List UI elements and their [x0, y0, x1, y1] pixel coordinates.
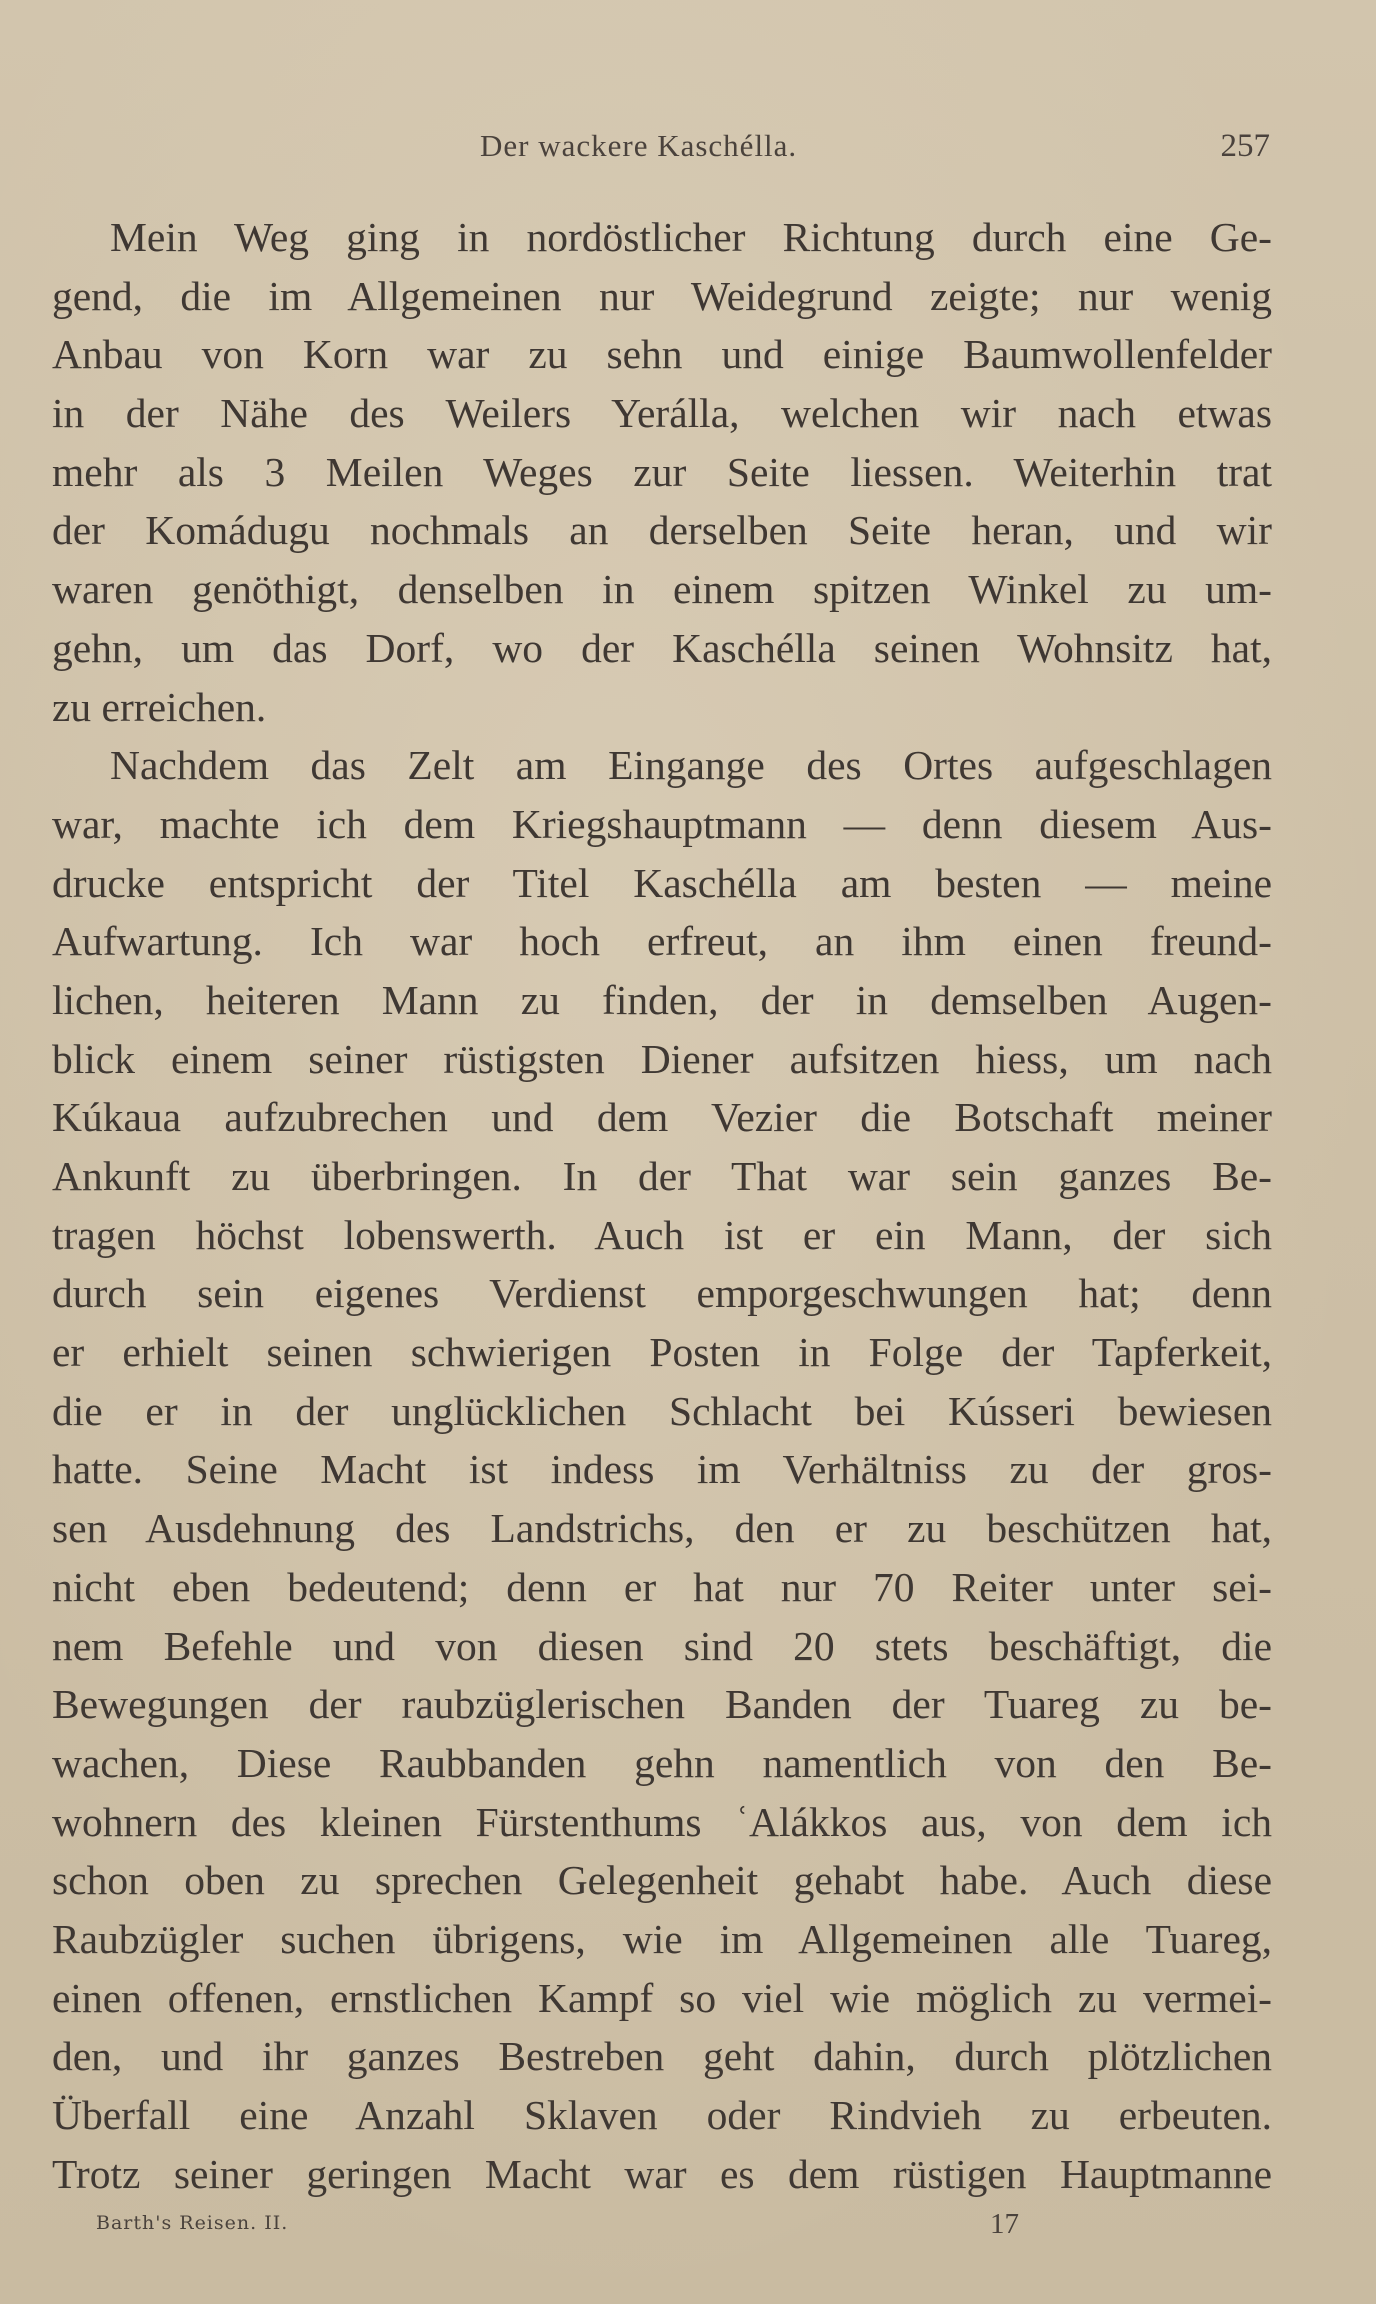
text-line: tragen höchst lobenswerth. Auch ist er ein Mann, der sich [52, 1211, 1272, 1258]
text-line: der Komádugu nochmals an derselben Seite heran, und wir [52, 507, 1272, 554]
signature-number: 17 [990, 2208, 1019, 2240]
text-line: Kúkaua aufzubrechen und dem Vezier die Botschaft meiner [52, 1094, 1272, 1141]
text-line: Bewegungen der raubzüglerischen Banden der Tuareg zu be- [52, 1681, 1272, 1728]
printer-signature: Barth's Reisen. II. [96, 2212, 289, 2234]
page-header [60, 128, 1270, 178]
text-line: gend, die im Allgemeinen nur Weidegrund zeigte; nur wenig [52, 272, 1272, 319]
text-line: Aufwartung. Ich war hoch erfreut, an ihm einen freund- [52, 918, 1272, 965]
text-line: Mein Weg ging in nordöstlicher Richtung durch eine Ge- [110, 214, 1272, 260]
text-line: sen Ausdehnung des Landstrichs, den er zu beschützen hat, [52, 1505, 1272, 1552]
text-line: den, und ihr ganzes Bestreben geht dahin, durch plötzlichen [52, 2033, 1272, 2080]
text-line: wachen, Diese Raubbanden gehn namentlich von den Be- [52, 1739, 1272, 1786]
text-line: lichen, heiteren Mann zu finden, der in demselben Augen- [52, 976, 1272, 1023]
text-line: er erhielt seinen schwierigen Posten in Folge der Tapferkeit, [52, 1329, 1272, 1376]
text-line: drucke entspricht der Titel Kaschélla am besten — meine [52, 859, 1272, 906]
running-title: Der wackere Kaschélla. [480, 128, 798, 163]
body-text [52, 208, 1272, 2203]
text-line: Raubzügler suchen übrigens, wie im Allgemeinen alle Tuareg, [52, 1915, 1272, 1962]
text-line: schon oben zu sprechen Gelegenheit gehabt habe. Auch diese [52, 1857, 1272, 1904]
text-line: zu erreichen. [52, 683, 267, 730]
text-line: Nachdem das Zelt am Eingange des Ortes aufgeschlagen [110, 742, 1272, 789]
text-line: nem Befehle und von diesen sind 20 stets beschäftigt, die [52, 1622, 1272, 1669]
page-footer [96, 2208, 1276, 2248]
text-line: Trotz seiner geringen Macht war es dem rüstigen Hauptmanne [52, 2150, 1272, 2197]
text-line: waren genöthigt, denselben in einem spitzen Winkel zu um- [52, 566, 1272, 613]
text-line: Anbau von Korn war zu sehn und einige Baumwollenfelder [52, 331, 1272, 378]
paragraph-2 [52, 736, 1272, 2203]
text-line: blick einem seiner rüstigsten Diener aufsitzen hiess, um nach [52, 1035, 1272, 1082]
text-line: hatte. Seine Macht ist indess im Verhältniss zu der gros- [52, 1446, 1272, 1493]
text-line: einen offenen, ernstlichen Kampf so viel wie möglich zu vermei- [52, 1974, 1272, 2021]
text-line: Überfall eine Anzahl Sklaven oder Rindvieh zu erbeuten. [52, 2092, 1272, 2138]
text-line: gehn, um das Dorf, wo der Kaschélla seinen Wohnsitz hat, [52, 624, 1272, 671]
page-number: 257 [1220, 128, 1270, 164]
text-line: war, machte ich dem Kriegshauptmann — denn diesem Aus- [52, 800, 1272, 847]
text-line: Ankunft zu überbringen. In der That war sein ganzes Be- [52, 1153, 1272, 1199]
text-line: durch sein eigenes Verdienst emporgeschwungen hat; denn [52, 1270, 1272, 1317]
text-line: in der Nähe des Weilers Yerálla, welchen wir nach etwas [52, 390, 1272, 437]
text-line: wohnern des kleinen Fürstenthums ʿAlákkos aus, von dem ich [52, 1798, 1272, 1845]
text-line: nicht eben bedeutend; denn er hat nur 70 Reiter unter sei- [52, 1563, 1272, 1610]
text-line: die er in der unglücklichen Schlacht bei Kússeri bewiesen [52, 1387, 1272, 1434]
paragraph-1 [52, 208, 1272, 736]
text-line: mehr als 3 Meilen Weges zur Seite liessen. Weiterhin trat [52, 448, 1272, 495]
